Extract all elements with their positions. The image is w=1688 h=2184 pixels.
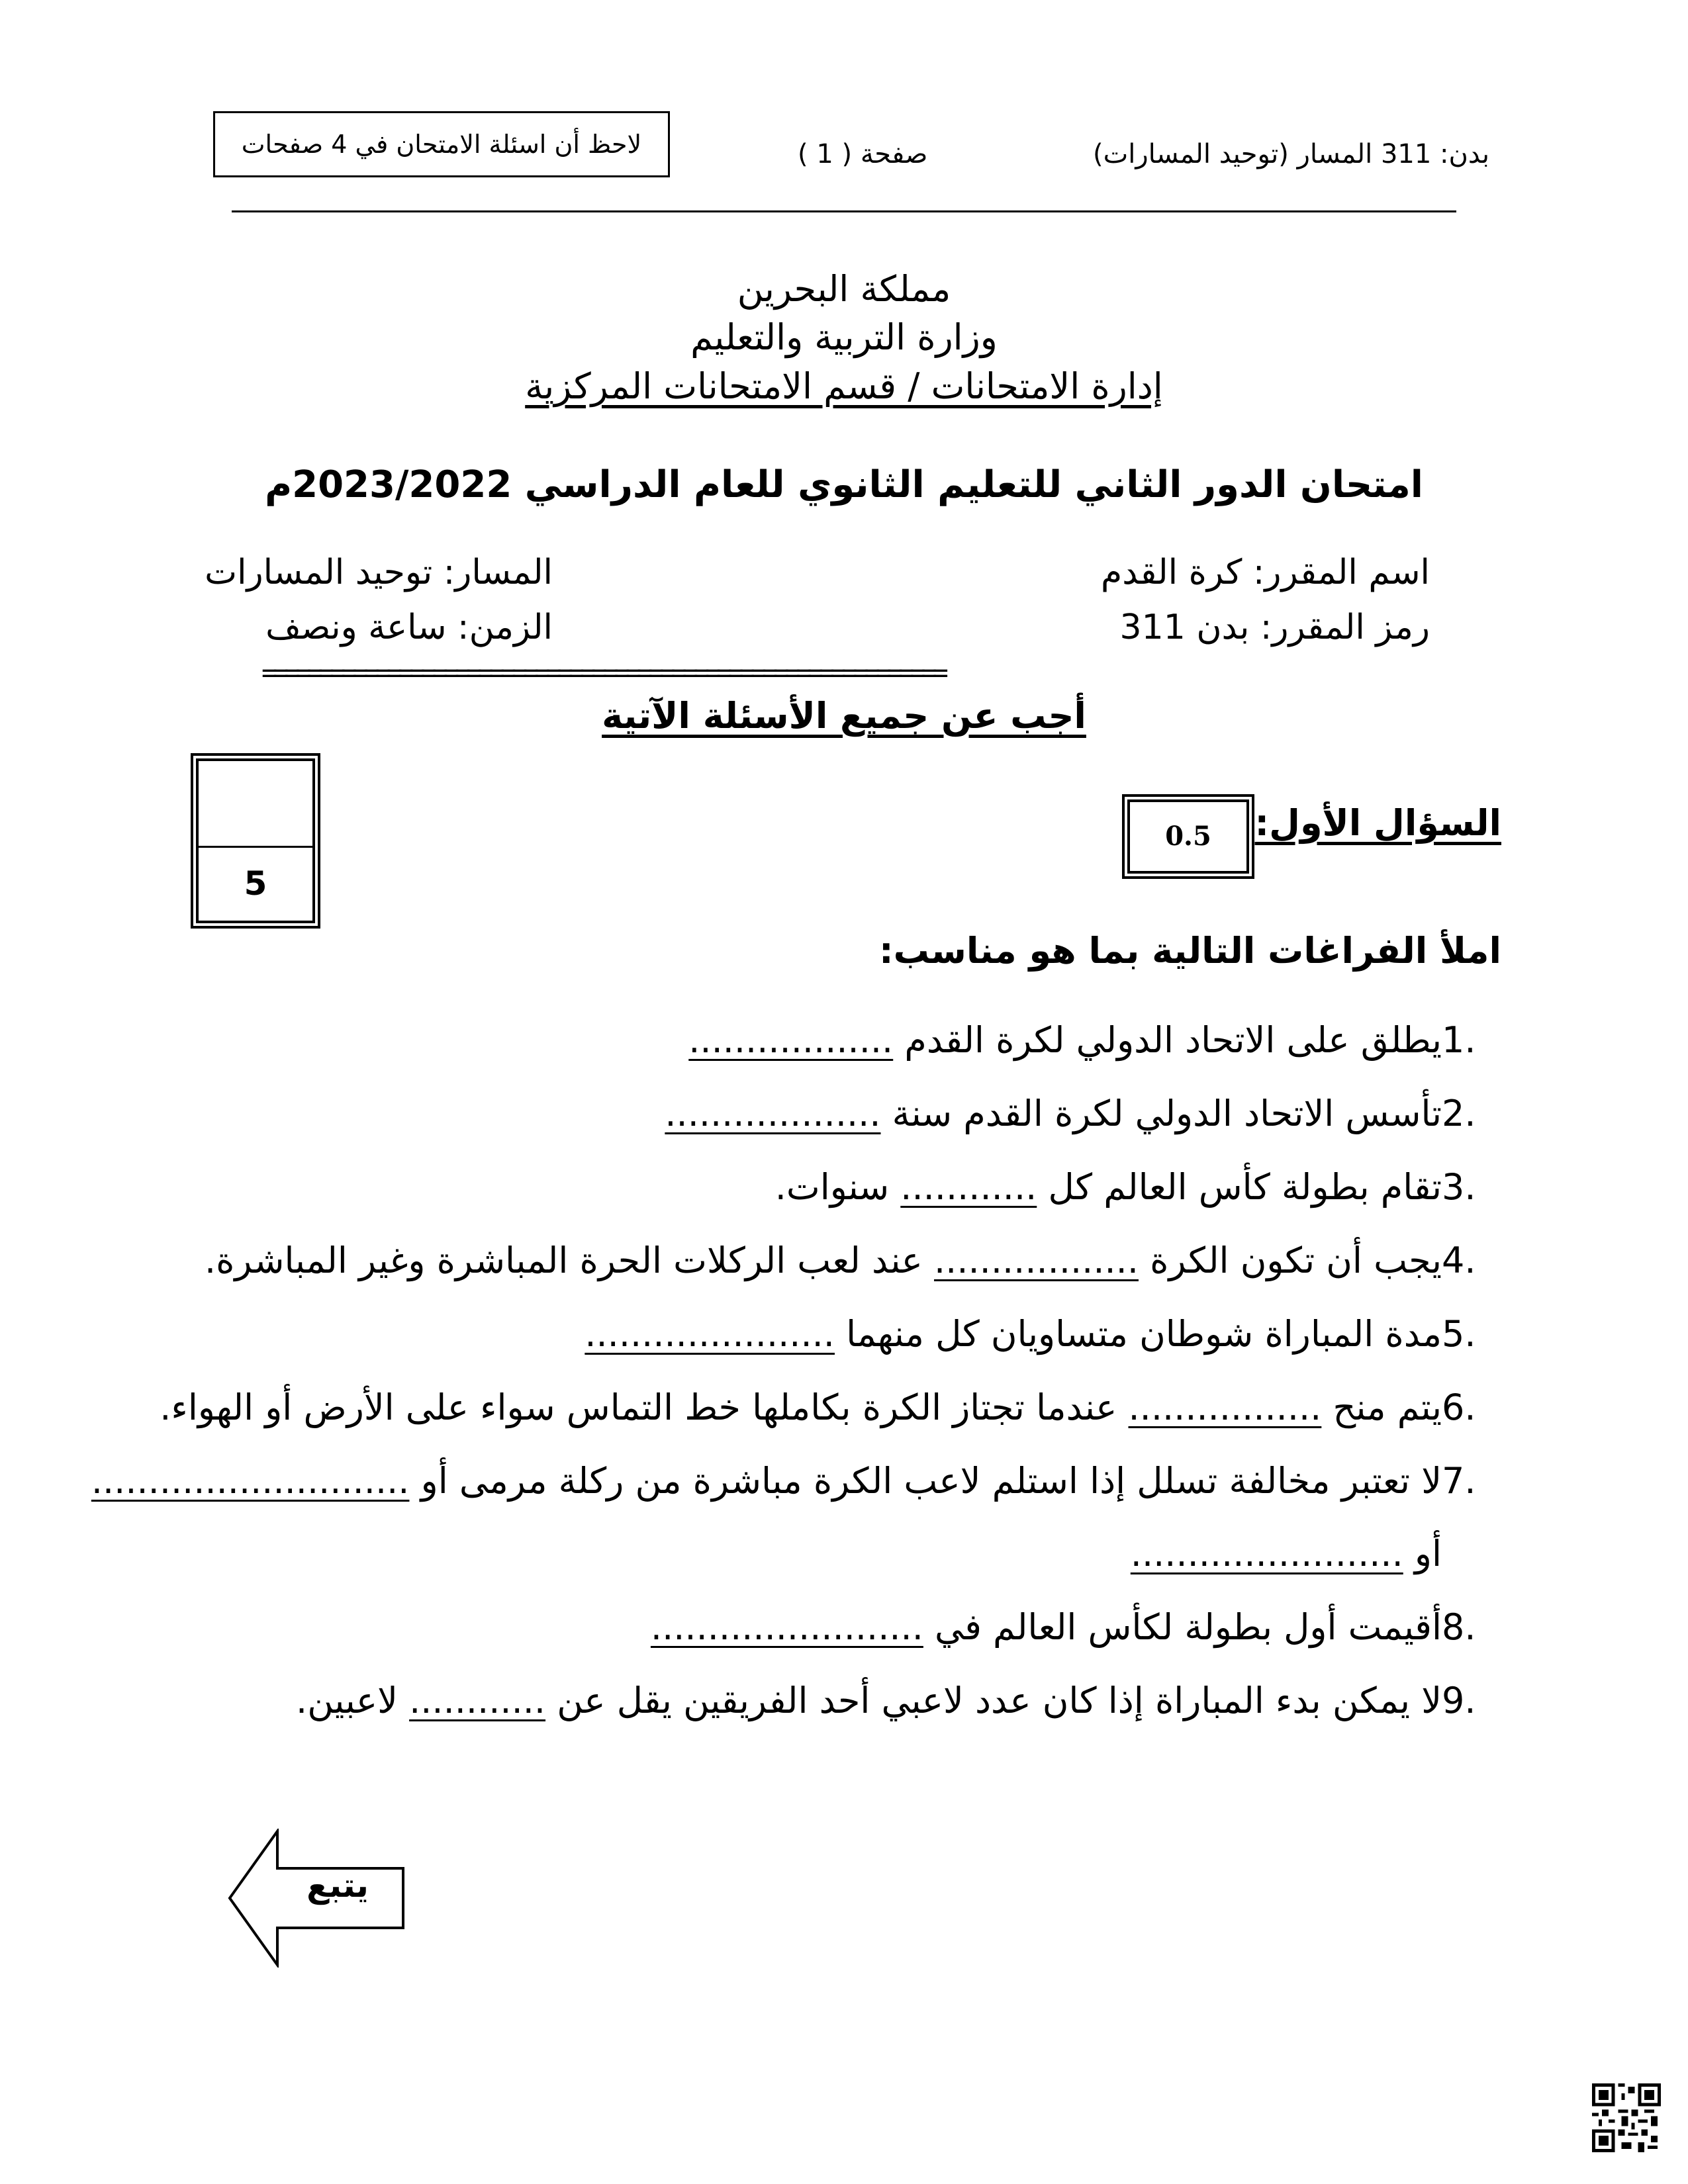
fill-blank[interactable]: .................. [688, 1019, 894, 1061]
list-item [665, 1093, 1501, 1134]
course-code: رمز المقرر: بدن 311 [1119, 608, 1430, 647]
separator-rule: ============================================================ [261, 659, 944, 688]
course-track: المسار: توحيد المسارات [205, 553, 553, 592]
question-1-title [1255, 802, 1502, 844]
general-instruction [0, 695, 1688, 737]
score-box [191, 753, 320, 929]
course-name: اسم المقرر: كرة القدم [1101, 553, 1430, 592]
item-number: 6. [1442, 1387, 1476, 1428]
header-page-number: صفحة ( 1 ) [798, 139, 928, 169]
org-department [0, 365, 1688, 407]
header-note-box: لاحظ أن اسئلة الامتحان في 4 صفحات [213, 111, 670, 177]
fill-blank[interactable]: ............ [409, 1680, 546, 1721]
question-1-mark-box: 0.5 [1122, 794, 1254, 879]
item-text: تقام بطولة كأس العالم كل [1037, 1166, 1442, 1208]
exam-time: الزمن: ساعة ونصف [265, 608, 553, 647]
item-text: أقيمت أول بطولة لكأس العالم في [923, 1606, 1442, 1648]
item-number: 1. [1442, 1019, 1476, 1061]
item-text-after: سنوات. [774, 1166, 901, 1208]
score-box-earned-cell [199, 761, 312, 848]
item-text: أو [1403, 1533, 1442, 1574]
item-text: تأسس الاتحاد الدولي لكرة القدم سنة [880, 1093, 1442, 1134]
fill-blank[interactable]: ................. [1128, 1387, 1322, 1428]
item-text: مدة المباراة شوطان متساويان كل منهما [834, 1313, 1442, 1355]
list-item [91, 1460, 1501, 1502]
list-item [296, 1680, 1501, 1721]
item-text: لا يمكن بدء المباراة إذا كان عدد لاعبي أحد الفريقين يقل عن [545, 1680, 1442, 1721]
general-instruction-text: أجب عن جميع الأسئلة الآتية [602, 695, 1086, 737]
item-number: 9. [1442, 1680, 1476, 1721]
item-number: 3. [1442, 1166, 1476, 1208]
question-1-instruction: املأ الفراغات التالية بما هو مناسب: [879, 930, 1501, 972]
item-number: 5. [1442, 1313, 1476, 1355]
item-text-after: لاعبين. [296, 1680, 410, 1721]
qr-code-icon [1592, 2083, 1661, 2152]
item-number: 7. [1442, 1460, 1476, 1502]
fill-blank[interactable]: ................... [665, 1093, 881, 1134]
list-item [651, 1606, 1501, 1648]
item-text: يطلق على الاتحاد الدولي لكرة القدم [893, 1019, 1442, 1061]
org-kingdom: مملكة البحرين [737, 268, 951, 310]
list-item [160, 1387, 1501, 1428]
question-1-title-text: السؤال الأول: [1254, 802, 1501, 844]
item-text: يجب أن تكون الكرة [1139, 1240, 1442, 1281]
score-box-total: 5 [244, 864, 267, 903]
item-text-after: عند لعب الركلات الحرة المباشرة وغير المباشرة. [204, 1240, 935, 1281]
item-number: 8. [1442, 1606, 1476, 1648]
list-item-continuation [1131, 1533, 1442, 1574]
fill-blank[interactable]: ............................ [91, 1460, 410, 1502]
list-item [775, 1166, 1501, 1208]
fill-blank[interactable]: ............ [900, 1166, 1037, 1208]
continue-label: يتبع [306, 1866, 369, 1905]
item-number: 2. [1442, 1093, 1476, 1134]
header-course-track: بدن: 311 المسار (توحيد المسارات) [1092, 139, 1489, 169]
item-text: يتم منح [1321, 1387, 1442, 1428]
item-text-after: عندما تجتاز الكرة بكاملها خط التماس سواء على الأرض أو الهواء. [160, 1387, 1129, 1428]
exam-title: امتحان الدور الثاني للتعليم الثانوي للعام الدراسي 2023/2022م [265, 463, 1423, 506]
org-ministry: وزارة التربية والتعليم [690, 316, 998, 358]
list-item [585, 1313, 1501, 1355]
fill-blank[interactable]: .................. [934, 1240, 1139, 1281]
header-divider [232, 210, 1456, 212]
org-department-text: إدارة الامتحانات / قسم الامتحانات المركزية [525, 365, 1163, 407]
list-item [205, 1240, 1501, 1281]
fill-blank[interactable]: ...................... [585, 1313, 835, 1355]
list-item [688, 1019, 1501, 1061]
fill-blank[interactable]: ........................ [1130, 1533, 1403, 1574]
item-number: 4. [1442, 1240, 1476, 1281]
item-text: لا تعتبر مخالفة تسلل إذا استلم لاعب الكرة مباشرة من ركلة مرمى أو [409, 1460, 1442, 1502]
fill-blank[interactable]: ........................ [650, 1606, 923, 1648]
